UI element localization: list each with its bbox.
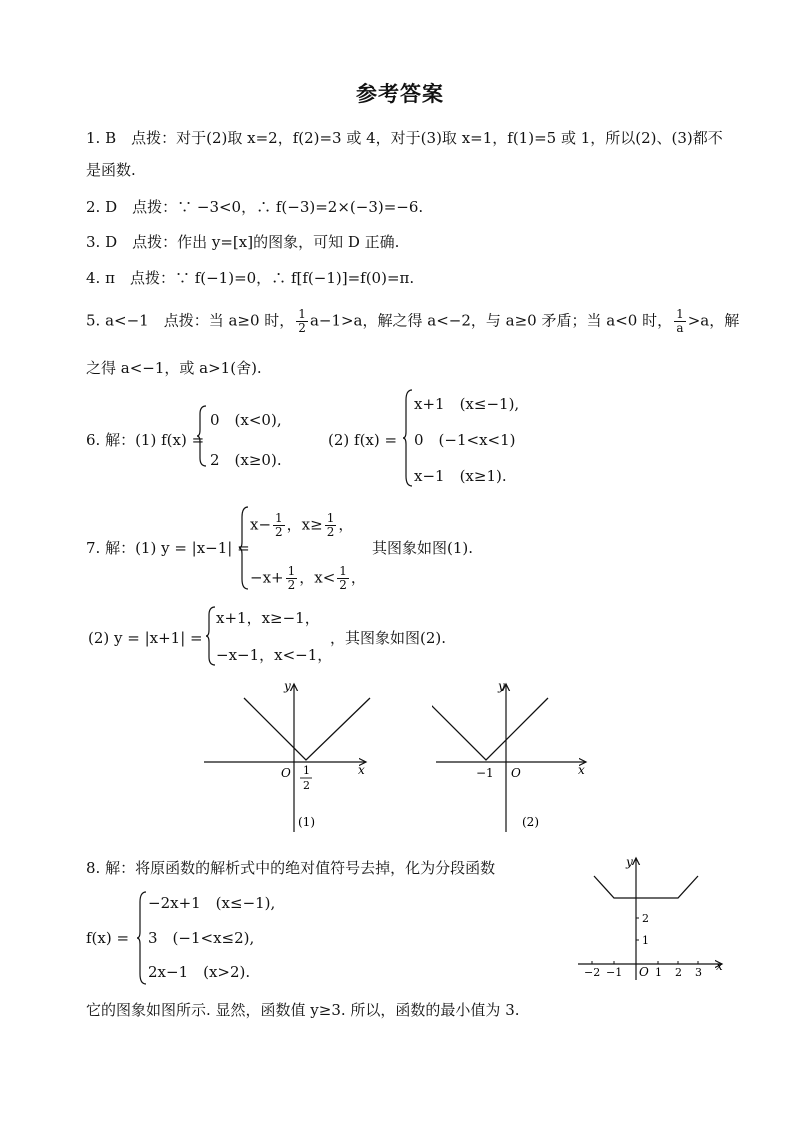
graph-line — [594, 876, 698, 898]
tick-label: 2 — [642, 912, 649, 925]
fraction-numerator: 1 — [275, 511, 283, 525]
answer-7-label-2: (2) y = |x+1| = — [88, 629, 203, 647]
piecewise-case: −2x+1 (x≤−1), — [148, 894, 276, 912]
answer-7-label-1: 7. 解：(1) y = |x−1| = — [86, 539, 250, 557]
answer-5-part-1: 5. a<−1 点拨：当 a≥0 时， — [86, 311, 295, 330]
answer-5-part-2: a−1>a，解之得 a<−2，与 a≥0 矛盾；当 a<0 时， — [309, 311, 673, 330]
graph-figure-2 — [432, 676, 594, 836]
fraction-numerator: 1 — [326, 511, 335, 525]
tick-label: 1 — [303, 764, 310, 777]
tick-label: 1 — [642, 934, 649, 947]
answer-1-line-2: 是函数. — [86, 161, 136, 179]
case-text: ， — [338, 515, 354, 534]
piecewise-case: 2 (x≥0). — [210, 451, 282, 469]
tick-label: 2 — [675, 966, 682, 979]
fraction-one-over-a — [674, 308, 686, 335]
fraction-denominator: a — [676, 321, 684, 335]
page-title: 参考答案 — [356, 82, 444, 106]
answer-4: 4. π 点拨：∵ f(−1)=0，∴ f[f(−1)]=f(0)=π. — [86, 269, 415, 287]
tick-label: −1 — [606, 966, 623, 979]
left-brace — [136, 890, 148, 986]
piecewise-case: x−1 (x≥1). — [414, 467, 507, 485]
tick-label: 2 — [303, 779, 310, 792]
piecewise-case: 2x−1 (x>2). — [148, 963, 251, 981]
answer-8-conclusion: 它的图象如图所示. 显然，函数值 y≥3. 所以，函数的最小值为 3. — [86, 1001, 520, 1019]
answer-3: 3. D 点拨：作出 y=[x]的图象，可知 D 正确. — [86, 233, 400, 251]
piecewise-case: 0 (x<0), — [210, 411, 282, 429]
piecewise-case: 3 (−1<x≤2), — [148, 929, 255, 947]
tick-label: −2 — [584, 966, 601, 979]
fraction-denominator: 2 — [287, 578, 296, 592]
x-axis-label: x — [358, 763, 365, 777]
tick-label: 3 — [695, 966, 702, 979]
graph-line — [432, 698, 548, 760]
fraction-denominator: 2 — [326, 525, 335, 539]
y-axis-label: y — [284, 679, 291, 693]
fraction-numerator: 1 — [287, 564, 296, 578]
piecewise-case: x+1，x≥−1， — [216, 609, 320, 627]
case-text: ， — [350, 568, 366, 587]
fraction-one-half — [286, 565, 298, 592]
piecewise-case — [250, 565, 366, 592]
fraction-numerator: 1 — [676, 307, 684, 321]
answer-1-line-1: 1. B 点拨：对于(2)取 x=2，f(2)=3 或 4，对于(3)取 x=1，f(1)=5 或 1，所以(2)、(3)都不 — [86, 129, 723, 147]
piecewise-case: x+1 (x≤−1), — [414, 395, 520, 413]
graph-line — [244, 698, 370, 760]
piecewise-case: 0 (−1<x<1) — [414, 431, 516, 449]
left-brace — [402, 388, 414, 488]
left-brace — [196, 404, 208, 468]
fraction-denominator: 2 — [298, 321, 306, 335]
tick-label: 1 — [655, 966, 662, 979]
y-axis-label: y — [626, 855, 633, 869]
case-text: ，x≥ — [286, 515, 323, 534]
answer-5-line-1 — [86, 308, 739, 335]
answer-8-label: f(x) = — [86, 929, 130, 947]
graph-figure-3 — [576, 852, 730, 984]
origin-label: O — [639, 965, 649, 979]
fraction-denominator: 2 — [339, 578, 347, 592]
fraction-one-half — [273, 512, 285, 539]
fraction-one-half — [296, 308, 308, 335]
answer-6-label-2: (2) f(x) = — [328, 431, 398, 449]
origin-label: O — [281, 766, 291, 780]
case-text: ，x< — [299, 568, 336, 587]
x-axis-label: x — [578, 763, 585, 777]
left-brace — [238, 505, 250, 591]
figure-caption: (1) — [298, 815, 315, 829]
answer-5-part-3: >a，解 — [687, 311, 740, 330]
graph-figure-1 — [200, 676, 375, 836]
figure-caption: (2) — [522, 815, 539, 829]
answer-7-note-1: 其图象如图(1). — [372, 539, 474, 557]
fraction-one-half — [325, 512, 337, 539]
answer-2: 2. D 点拨：∵ −3<0，∴ f(−3)=2×(−3)=−6. — [86, 198, 424, 216]
piecewise-case — [250, 512, 353, 539]
piecewise-case: −x−1，x<−1， — [216, 646, 333, 664]
fraction-numerator: 1 — [339, 564, 347, 578]
x-axis-label: x — [716, 959, 723, 973]
case-text: −x+ — [250, 568, 284, 587]
case-text: x− — [250, 515, 272, 534]
origin-label: O — [511, 766, 521, 780]
answer-5-line-2: 之得 a<−1，或 a>1(舍). — [86, 359, 262, 377]
y-axis-label: y — [498, 679, 505, 693]
fraction-one-half — [337, 565, 349, 592]
tick-label: −1 — [476, 766, 494, 780]
fraction-numerator: 1 — [298, 307, 306, 321]
answer-8-intro: 8. 解：将原函数的解析式中的绝对值符号去掉，化为分段函数 — [86, 859, 496, 877]
answer-6-label-1: 6. 解：(1) f(x) = — [86, 431, 205, 449]
fraction-denominator: 2 — [275, 525, 283, 539]
answer-7-note-2: ，其图象如图(2). — [330, 629, 447, 647]
